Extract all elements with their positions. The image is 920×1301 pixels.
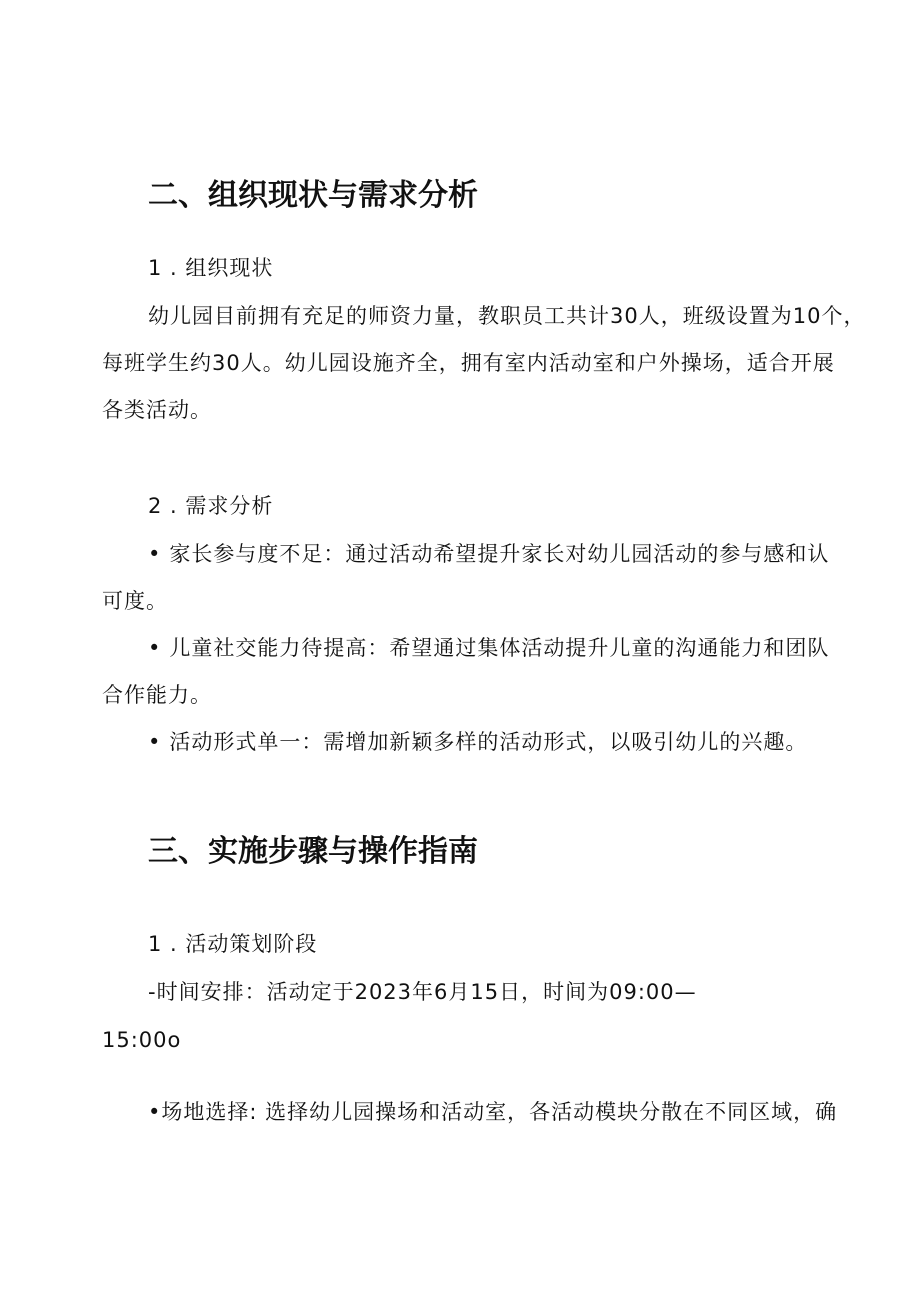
section-3-heading: 三、实施步骤与操作指南 [148,834,478,869]
bullet-text: 家长参与度不足：通过活动希望提升家长对幼儿园活动的参与感和认 [169,542,830,566]
bullet-text: 儿童社交能力待提高：希望通过集体活动提升儿童的沟通能力和团队 [169,636,830,660]
time-schedule-line-continuation: 15:00o [102,1028,182,1052]
bullet-icon: • [148,636,162,660]
bullet-item [148,726,807,756]
bullet-text: 活动形式单一：需增加新颖多样的活动形式，以吸引幼儿的兴趣。 [169,730,808,754]
subsection-2-1-label: 1 . 组织现状 [148,256,274,280]
bullet-icon: • [148,542,162,566]
bullet-item [148,538,829,568]
bullet-item-continuation: 可度。 [102,589,168,613]
paragraph-line: 每班学生约30人。幼儿园设施齐全，拥有室内活动室和户外操场，适合开展 [102,351,835,375]
paragraph-line: 幼儿园目前拥有充足的师资力量，教职员工共计30人，班级设置为10个， [148,304,866,328]
subsection-2-2-label: 2 . 需求分析 [148,494,274,518]
section-2-heading: 二、组织现状与需求分析 [148,178,478,213]
bullet-icon: • [148,730,162,754]
subsection-3-1-label: 1 . 活动策划阶段 [148,932,318,956]
time-schedule-line: -时间安排：活动定于2023年6月15日，时间为09:00— [148,980,697,1004]
venue-line: •场地选择: 选择幼儿园操场和活动室，各活动模块分散在不同区域，确 [148,1100,838,1124]
bullet-item-continuation: 合作能力。 [102,683,212,707]
paragraph-line: 各类活动。 [102,398,212,422]
bullet-item [148,632,829,662]
